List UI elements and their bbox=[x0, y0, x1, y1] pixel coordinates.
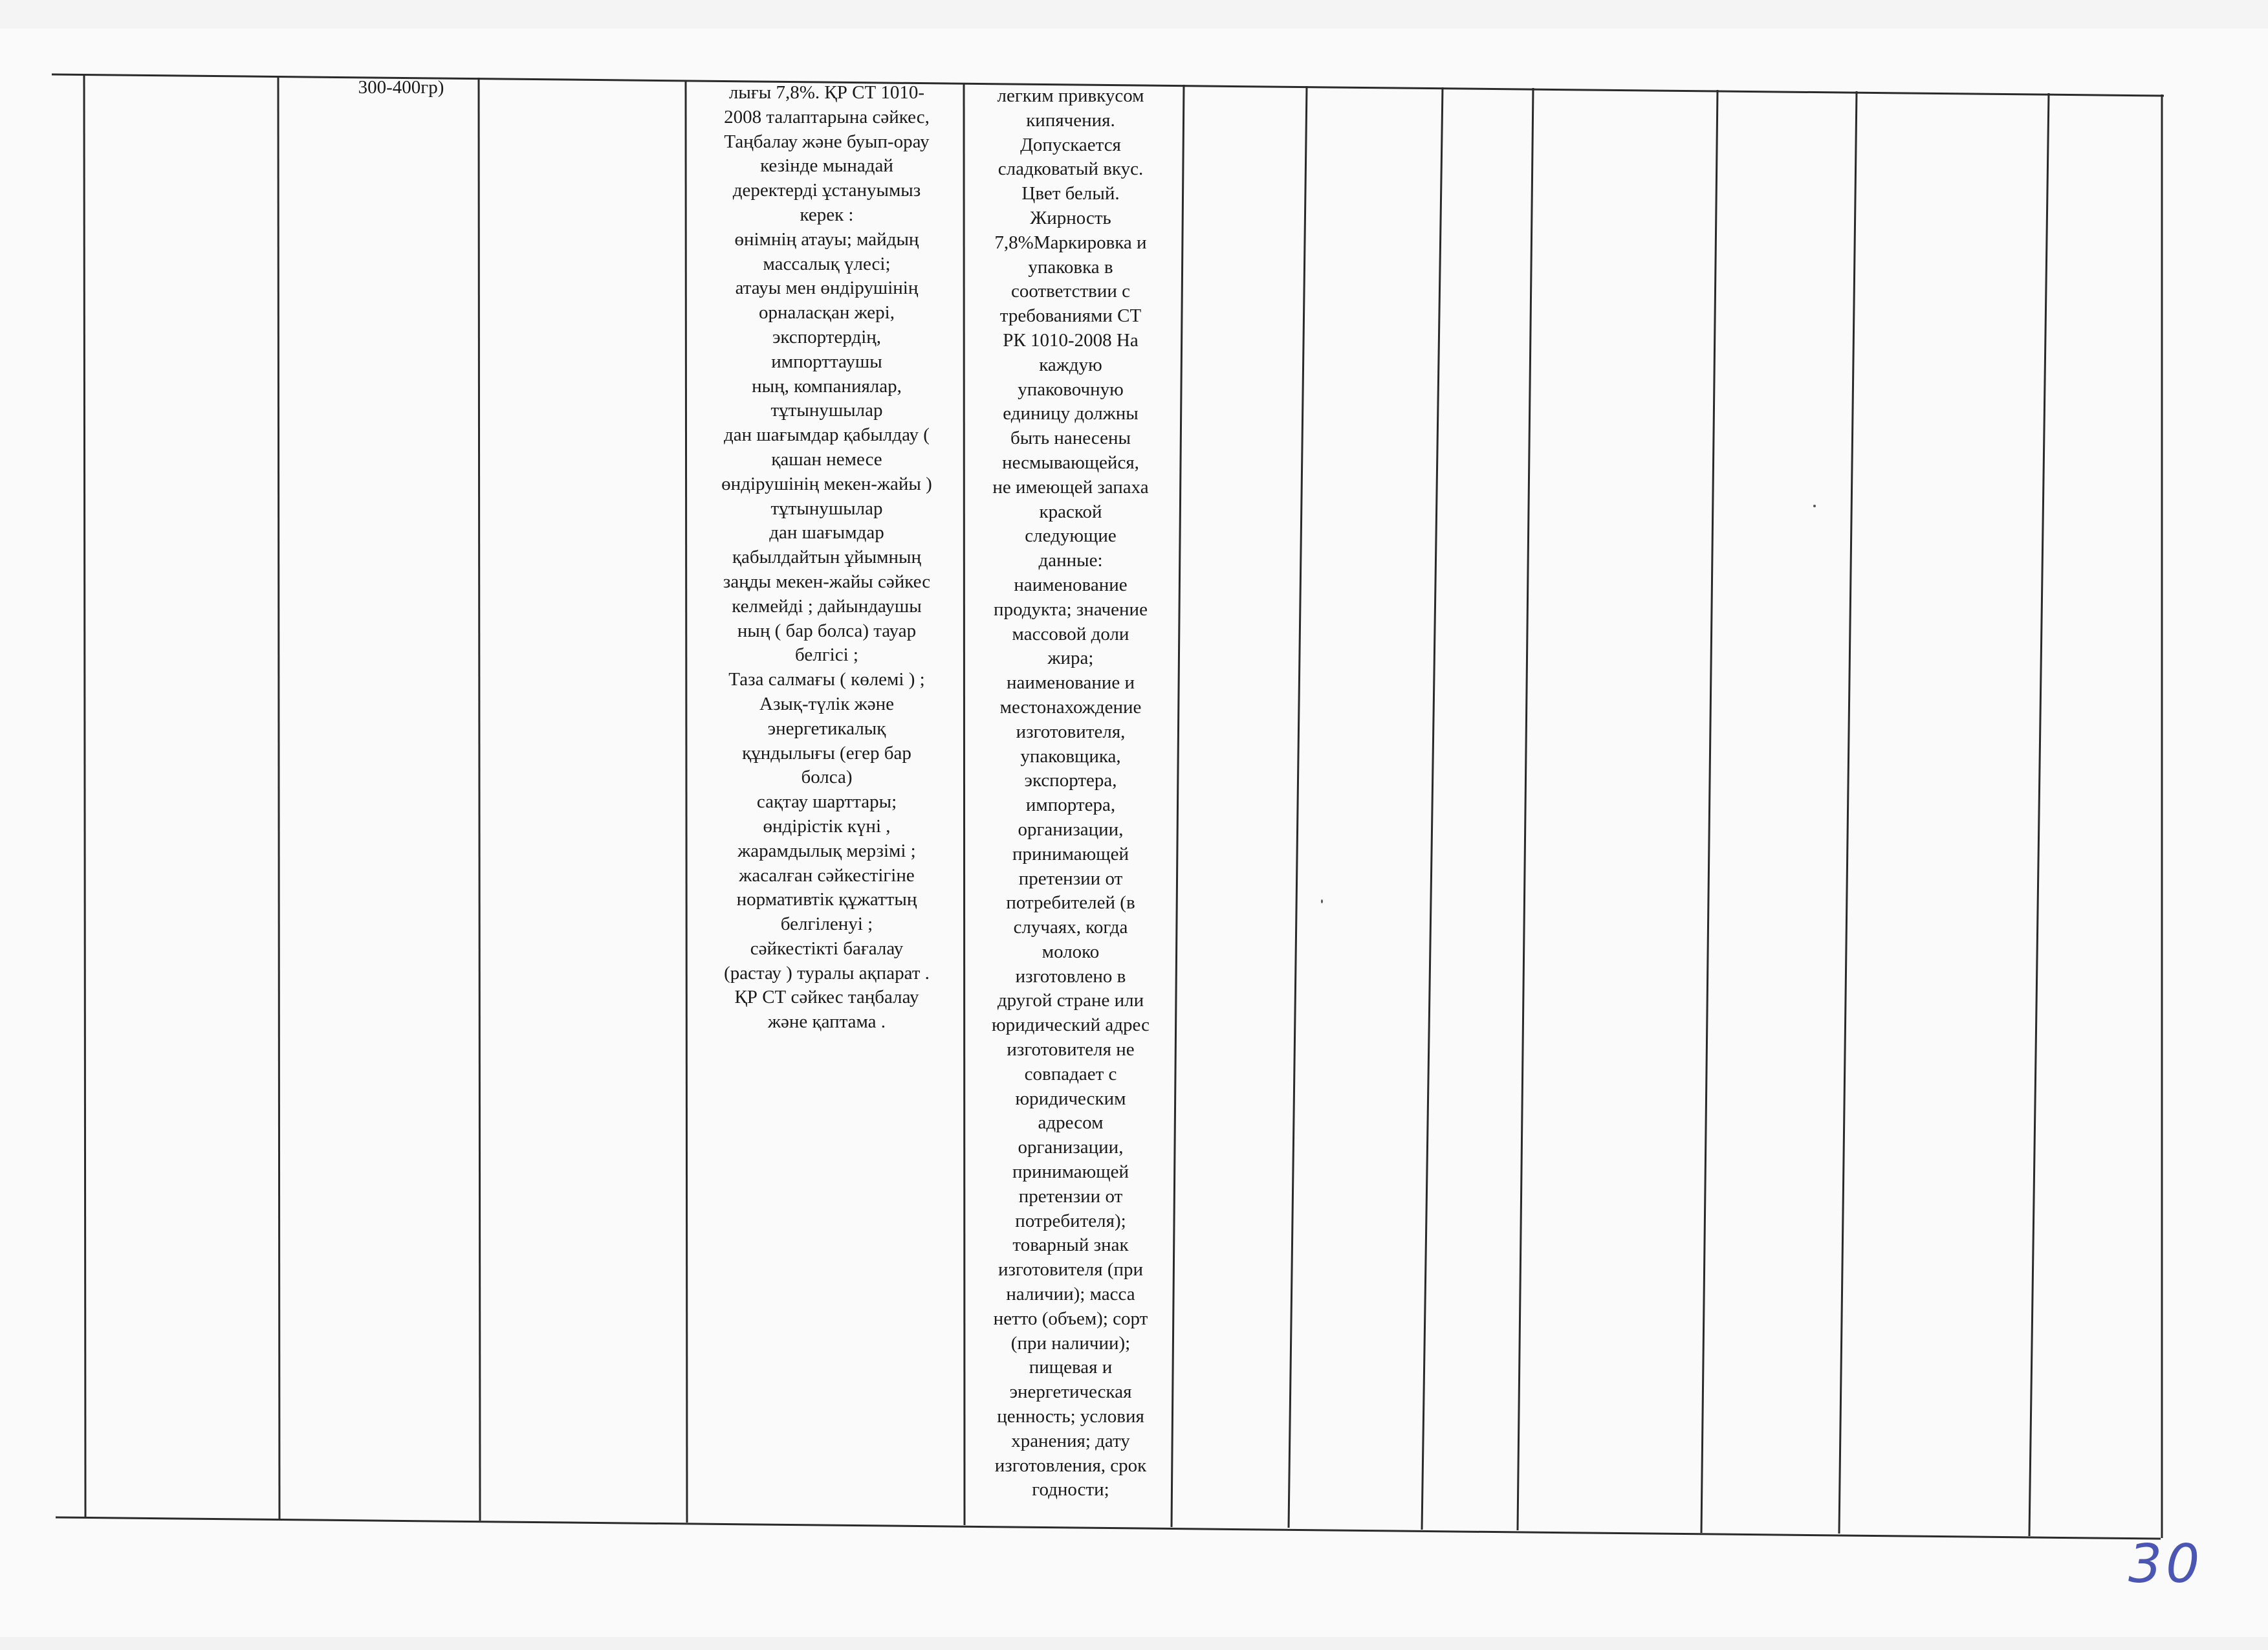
column-divider bbox=[1518, 88, 1533, 1530]
handwritten-page-number: 30 bbox=[2128, 1534, 2204, 1595]
column-divider bbox=[1701, 90, 1717, 1533]
column-divider bbox=[1422, 87, 1443, 1530]
column-divider bbox=[84, 75, 85, 1518]
scan-speck bbox=[1321, 899, 1323, 903]
table-cell-russian-requirements: легким привкусом кипячения. Допускается сладковатый вкус. Цвет белый. Жирность 7,8%Маркировка и упаковка в соответствии с требованиями СТ РК 1010-2008 На каждую упаковочную единицу должны быть нанесены несмывающейся, не имеющей запаха краской следующие данные: наименование продукта; значение массовой доли жира; наименование и местонахождение изготовителя, упаковщика, экспортера, импортера, организации, принимающей претензии от потребителей (в случаях, когда молоко изготовлено в другой стране или юридический адрес изготовителя не совпадает с юридическим адресом организации, принимающей претензии от потребителя); товарный знак изготовителя (при наличии); масса нетто (объем); сорт (при наличии); пищевая и энергетическая ценность; условия хранения; дату изготовления, срок годности; bbox=[992, 85, 1150, 1501]
table-cell-kazakh-requirements: лығы 7,8%. ҚР СТ 1010- 2008 талаптарына сәйкес, Таңбалау және буып-орау кезінде мынадай деректерді ұстануымыз керек : өнімнің атауы; майдың массалық үлесі; атауы мен өндірушінің орналасқан жері, экспортердің, импорттаушы ның, компаниялар, тұтынушылар дан шағымдар қабылдау ( қашан немесе өндірушінің мекен-жайы ) тұтынушылар дан шағымдар қабылдайтын ұйымның заңды мекен-жайы сәйкес келмейді ; дайындаушы ның ( бар болса) тауар белгісі ; Таза салмағы ( көлемі ) ; Азық-түлік және энергетикалық құндылығы (егер бар болса) сақтау шарттары; өндірістік күні , жарамдылық мерзімі ; жасалған сәйкестігіне нормативтік құжаттың белгіленуі ; сәйкестікті бағалау (растау ) туралы ақпарат . ҚР СТ сәйкес таңбалау және қаптама . bbox=[721, 82, 932, 1033]
column-divider bbox=[964, 83, 965, 1525]
table-bottom-border bbox=[56, 1517, 2161, 1539]
column-divider bbox=[686, 80, 687, 1523]
column-divider bbox=[2029, 93, 2049, 1536]
table-cell-pack-weight: 300-400гр) bbox=[358, 77, 444, 98]
column-divider bbox=[1839, 91, 1857, 1534]
column-divider bbox=[1289, 86, 1307, 1528]
column-divider bbox=[479, 78, 480, 1521]
scan-speck bbox=[1813, 505, 1816, 507]
column-divider bbox=[278, 76, 279, 1519]
